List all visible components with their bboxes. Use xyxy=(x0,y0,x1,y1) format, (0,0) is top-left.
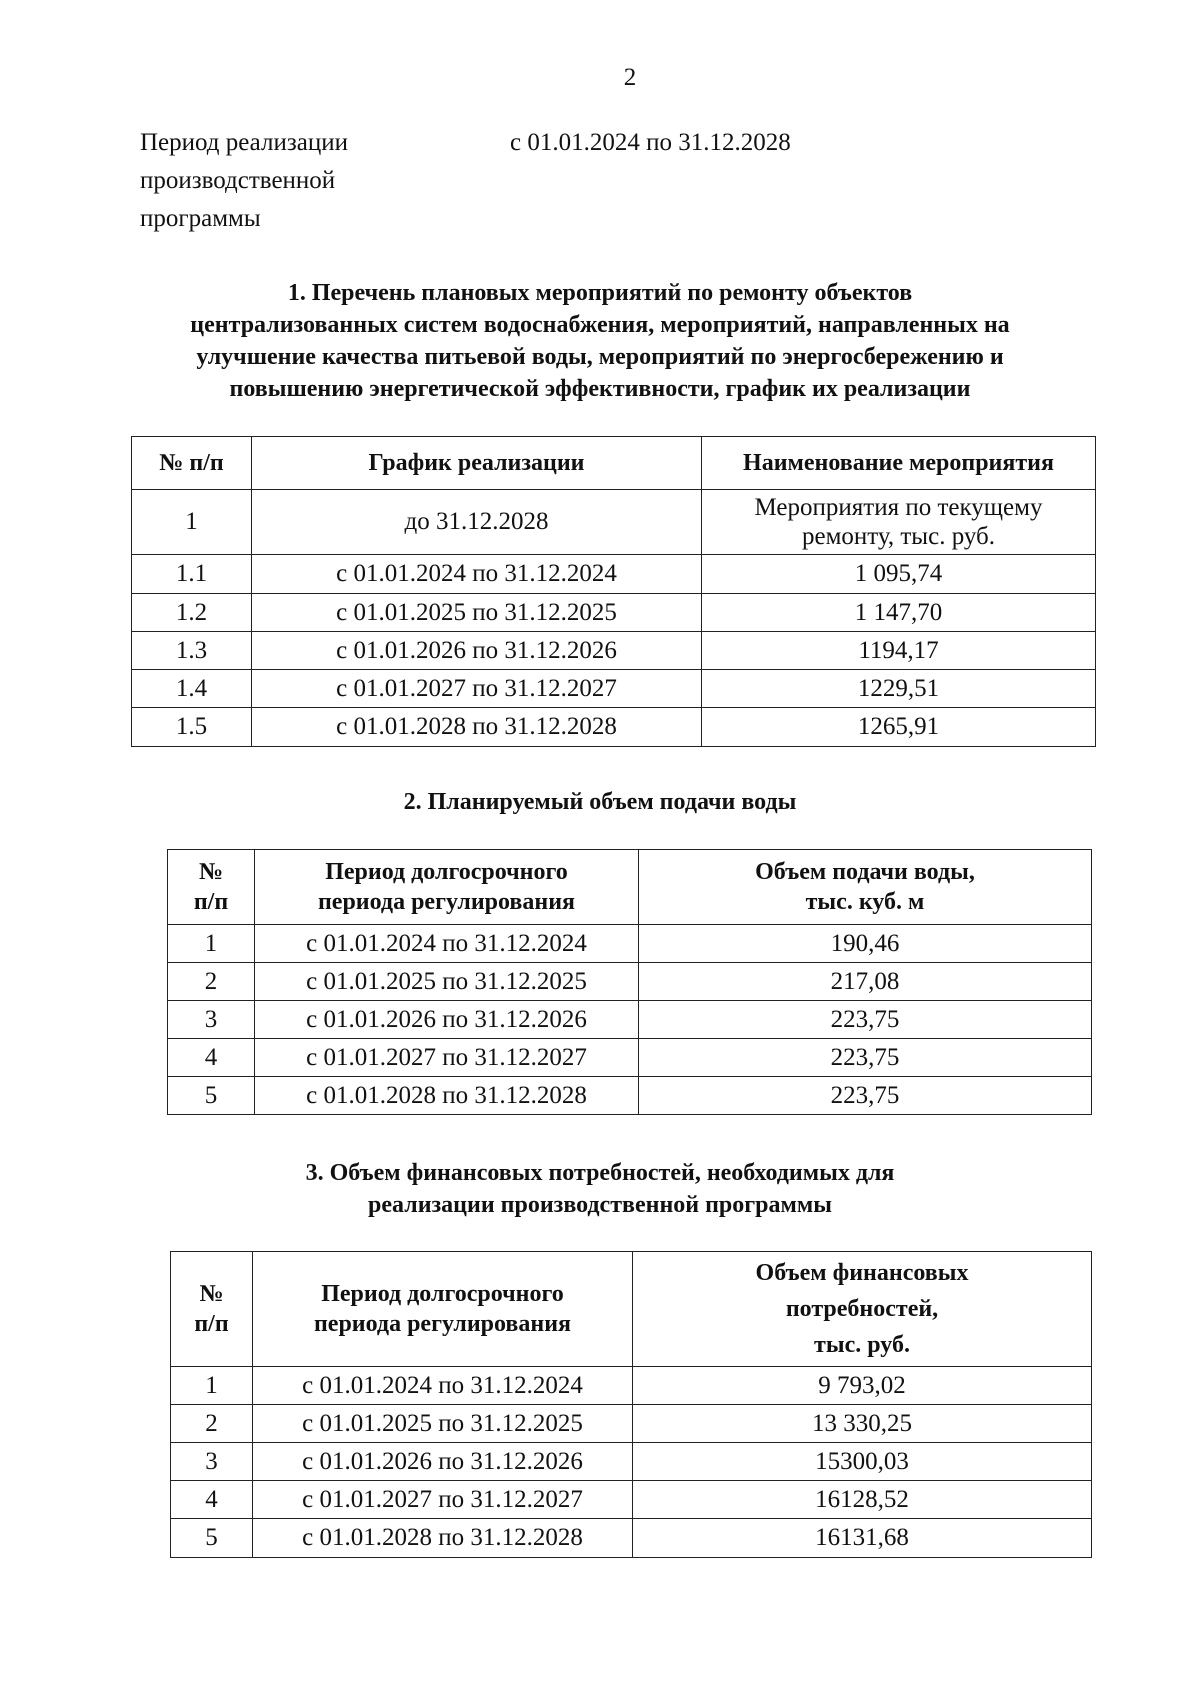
cell-name xyxy=(702,490,1096,555)
cell-schedule: с 01.01.2026 по 31.12.2026 xyxy=(252,632,702,670)
header-period xyxy=(255,850,639,925)
title-line: 3. Объем финансовых потребностей, необходимых для xyxy=(305,1160,895,1186)
cell-value: 1 147,70 xyxy=(702,594,1096,632)
cell-value: 1 095,74 xyxy=(702,555,1096,594)
cell-value: 16131,68 xyxy=(633,1519,1092,1558)
section-3-title xyxy=(0,1157,1200,1221)
cell-value: 217,08 xyxy=(639,963,1092,1001)
cell-schedule: с 01.01.2025 по 31.12.2025 xyxy=(252,594,702,632)
title-line: реализации производственной программы xyxy=(368,1192,832,1218)
table-row xyxy=(171,1367,1092,1405)
financial-needs-table xyxy=(170,1251,1092,1558)
cell-line: Мероприятия по текущему xyxy=(754,494,1043,521)
section-1-title xyxy=(0,277,1200,405)
cell-num: 4 xyxy=(168,1039,255,1077)
page-number: 2 xyxy=(623,64,637,91)
table-row xyxy=(132,632,1096,670)
header-num: № п/п xyxy=(132,437,252,490)
header-line: Период долгосрочного xyxy=(321,1281,564,1307)
water-supply-table xyxy=(167,849,1092,1115)
header-line: Период долгосрочного xyxy=(325,859,568,885)
header-line: тыс. руб. xyxy=(814,1332,910,1358)
cell-num: 1.3 xyxy=(132,632,252,670)
cell-schedule: до 31.12.2028 xyxy=(252,490,702,555)
table-row xyxy=(171,1443,1092,1481)
cell-period: с 01.01.2027 по 31.12.2027 xyxy=(255,1039,639,1077)
cell-period: с 01.01.2028 по 31.12.2028 xyxy=(255,1077,639,1115)
cell-num: 2 xyxy=(171,1405,253,1443)
cell-value: 15300,03 xyxy=(633,1443,1092,1481)
title-line: 1. Перечень плановых мероприятий по ремонту объектов xyxy=(287,280,913,306)
cell-value: 1265,91 xyxy=(702,708,1096,747)
header-name: Наименование мероприятия xyxy=(702,437,1096,490)
period-value: с 01.01.2024 по 31.12.2028 xyxy=(510,129,791,156)
header-line: № xyxy=(199,1281,224,1307)
cell-num: 1.5 xyxy=(132,708,252,747)
cell-line: ремонту, тыс. руб. xyxy=(801,523,996,550)
header-line: Объем подачи воды, xyxy=(755,859,975,885)
cell-schedule: с 01.01.2024 по 31.12.2024 xyxy=(252,555,702,594)
period-label-line: Период реализации xyxy=(140,129,348,156)
cell-num: 1 xyxy=(132,490,252,555)
cell-value: 9 793,02 xyxy=(633,1367,1092,1405)
cell-num: 3 xyxy=(168,1001,255,1039)
header-line: п/п xyxy=(193,889,229,915)
cell-period: с 01.01.2024 по 31.12.2024 xyxy=(255,925,639,963)
table-row xyxy=(132,594,1096,632)
header-line: потребностей, xyxy=(785,1296,939,1322)
cell-period: с 01.01.2028 по 31.12.2028 xyxy=(253,1519,633,1558)
header-num xyxy=(168,850,255,925)
table-row xyxy=(168,1077,1092,1115)
cell-num: 2 xyxy=(168,963,255,1001)
cell-period: с 01.01.2025 по 31.12.2025 xyxy=(255,963,639,1001)
cell-num: 1 xyxy=(168,925,255,963)
period-label xyxy=(140,124,440,238)
cell-num: 1.4 xyxy=(132,670,252,708)
header-value xyxy=(639,850,1092,925)
cell-period: с 01.01.2025 по 31.12.2025 xyxy=(253,1405,633,1443)
header-line: периода регулирования xyxy=(317,889,576,915)
cell-period: с 01.01.2024 по 31.12.2024 xyxy=(253,1367,633,1405)
cell-num: 4 xyxy=(171,1481,253,1519)
table-row xyxy=(171,1405,1092,1443)
table-row xyxy=(168,963,1092,1001)
header-line: № xyxy=(198,859,224,885)
cell-period: с 01.01.2026 по 31.12.2026 xyxy=(255,1001,639,1039)
cell-schedule: с 01.01.2028 по 31.12.2028 xyxy=(252,708,702,747)
cell-value: 190,46 xyxy=(639,925,1092,963)
title-line: централизованных систем водоснабжения, мероприятий, направленных на xyxy=(190,312,1010,338)
table-row xyxy=(171,1481,1092,1519)
table-row xyxy=(168,1001,1092,1039)
header-line: периода регулирования xyxy=(313,1311,572,1337)
cell-period: с 01.01.2026 по 31.12.2026 xyxy=(253,1443,633,1481)
cell-period: с 01.01.2027 по 31.12.2027 xyxy=(253,1481,633,1519)
cell-value: 1194,17 xyxy=(702,632,1096,670)
header-period xyxy=(253,1252,633,1367)
table-row xyxy=(171,1519,1092,1558)
title-line: улучшение качества питьевой воды, мероприятий по энергосбережению и xyxy=(196,344,1004,370)
cell-value: 1229,51 xyxy=(702,670,1096,708)
cell-value: 223,75 xyxy=(639,1039,1092,1077)
table-row xyxy=(132,670,1096,708)
header-value xyxy=(633,1252,1092,1367)
cell-num: 5 xyxy=(171,1519,253,1558)
header-num xyxy=(171,1252,253,1367)
header-line: тыс. куб. м xyxy=(805,889,925,915)
header-schedule: График реализации xyxy=(252,437,702,490)
table-row xyxy=(132,708,1096,747)
period-label-line: программы xyxy=(140,205,261,232)
cell-value: 13 330,25 xyxy=(633,1405,1092,1443)
period-label-line: производственной xyxy=(140,167,336,194)
table-row xyxy=(132,490,1096,555)
cell-value: 223,75 xyxy=(639,1077,1092,1115)
cell-value: 16128,52 xyxy=(633,1481,1092,1519)
table-row xyxy=(168,1039,1092,1077)
header-line: Объем финансовых xyxy=(755,1260,969,1286)
header-line: п/п xyxy=(194,1311,229,1337)
cell-value: 223,75 xyxy=(639,1001,1092,1039)
section-2-title: 2. Планируемый объем подачи воды xyxy=(403,789,797,815)
table-row xyxy=(168,925,1092,963)
cell-num: 5 xyxy=(168,1077,255,1115)
cell-num: 1.2 xyxy=(132,594,252,632)
title-line: повышению энергетической эффективности, график их реализации xyxy=(229,376,971,402)
cell-num: 1.1 xyxy=(132,555,252,594)
repair-schedule-table xyxy=(131,436,1096,747)
cell-num: 1 xyxy=(171,1367,253,1405)
table-row xyxy=(132,555,1096,594)
cell-num: 3 xyxy=(171,1443,253,1481)
cell-schedule: с 01.01.2027 по 31.12.2027 xyxy=(252,670,702,708)
